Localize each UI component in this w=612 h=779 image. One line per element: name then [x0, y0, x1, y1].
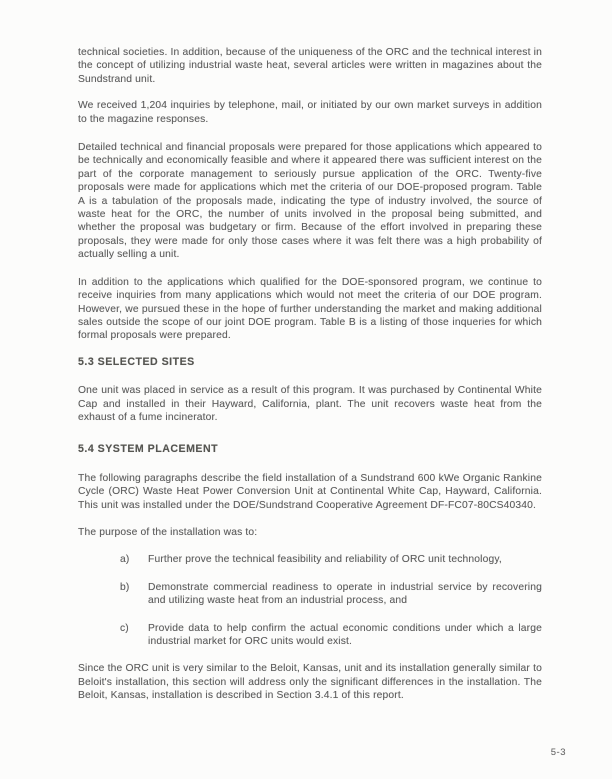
- continuation-paragraph: technical societies. In addition, because of the uniqueness of the ORC and the technical interest in the concept of utilizing industrial waste heat, several articles were written in magazines about the Sundstrand unit.: [78, 47, 542, 85]
- page-number: 5-3: [550, 747, 566, 758]
- list-item-c: [120, 622, 542, 649]
- list-item-c-text: Provide data to help confirm the actual economic conditions under which a large industrial market for ORC units would exist.: [148, 622, 542, 647]
- list-item-b-text: Demonstrate commercial readiness to operate in industrial service by recovering and utilizing waste heat from an industrial process, and: [148, 581, 542, 607]
- list-item-b: [120, 581, 542, 608]
- inquiries-paragraph: We received 1,204 inquiries by telephone, mail, or initiated by our own market surveys in addition to the magazine responses.: [78, 100, 542, 125]
- purpose-lead-paragraph: The purpose of the installation was to:: [78, 526, 258, 538]
- list-item-b-label: b): [120, 581, 130, 593]
- closing-paragraph: Since the ORC unit is very similar to the Beloit, Kansas, unit and its installation generally similar to Beloit's installation, this section will address only the significant differences in the installation. The Beloit, Kansas, installation is described in Section 3.4.1 of this report.: [78, 663, 542, 702]
- purpose-list: [78, 553, 542, 648]
- system-placement-intro-paragraph: The following paragraphs describe the field installation of a Sundstrand 600 kWe Organic Rankine Cycle (ORC) Waste Heat Power Conversion Unit at Continental White Cap, Hayward, California. This unit was installed under the DOE/Sundstrand Cooperative Agreement DF-FC07-80CS40340.: [78, 472, 542, 511]
- list-item-a-label: a): [120, 554, 130, 566]
- section-heading-selected-sites: 5.3 SELECTED SITES: [78, 355, 195, 368]
- list-item-a: [120, 553, 542, 566]
- additional-inquiries-paragraph: In addition to the applications which qualified for the DOE-sponsored program, we continue to receive inquiries from many applications which would not meet the criteria of our DOE program. However, we pursued these in the hope of further understanding the market and making additional sales outside the scope of our joint DOE program. Table B is a listing of those inqueries for which formal proposals were prepared.: [78, 276, 542, 342]
- section-heading-system-placement: 5.4 SYSTEM PLACEMENT: [78, 443, 219, 456]
- selected-sites-paragraph: One unit was placed in service as a result of this program. It was purchased by Continental White Cap and installed in their Hayward, California, plant. The unit recovers waste heat from the exhaust of a fume incinerator.: [78, 385, 542, 423]
- list-item-c-label: c): [120, 622, 129, 634]
- proposals-paragraph: Detailed technical and financial proposals were prepared for those applications which appeared to be technically and economically feasible and where it appeared there was sufficient interest on the part of the corporate management to seriously pursue application of the ORC. Twenty-five proposals were made for applications which met the criteria of our DOE-proposed program. Table A is a tabulation of the proposals made, indicating the type of industry involved, the source of waste heat for the ORC, the number of units involved in the proposal being submitted, and whether the proposal was budgetary or firm. Because of the effort involved in preparing these proposals, they were made for only those cases where it was felt there was a high probability of actually selling a unit.: [78, 142, 542, 261]
- list-item-a-text: Further prove the technical feasibility and reliability of ORC unit technology,: [148, 554, 502, 566]
- text-column: [78, 46, 542, 716]
